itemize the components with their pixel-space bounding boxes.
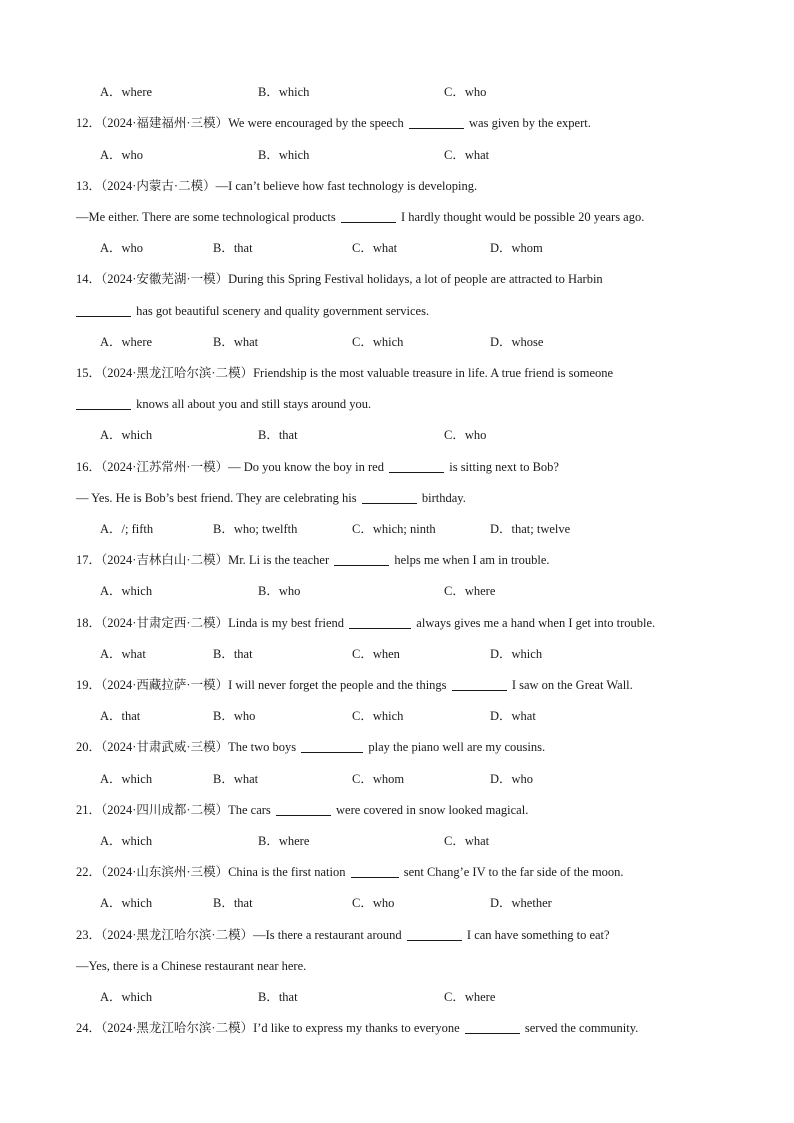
question-number: 22． bbox=[76, 865, 102, 879]
q14-option-a[interactable]: A．where bbox=[100, 335, 153, 349]
answer-blank bbox=[334, 553, 389, 566]
q21-option-b[interactable]: B．where bbox=[258, 834, 310, 848]
q20-option-c[interactable]: C．whom bbox=[352, 772, 405, 786]
q16-stem-line2: — Yes. He is Bob’s best friend. They are celebrating his birthday. bbox=[76, 491, 466, 505]
answer-blank bbox=[276, 803, 331, 816]
q14-option-b[interactable]: B．what bbox=[213, 335, 259, 349]
q17-option-c[interactable]: C．where bbox=[444, 584, 496, 598]
question-source: （2024·甘肃定西·二模） bbox=[101, 616, 229, 630]
question-number: 18． bbox=[76, 616, 102, 630]
q17-stem: 17．（2024·吉林白山·二模）Mr. Li is the teacher helps me when I am in trouble. bbox=[76, 553, 550, 567]
q12-option-b[interactable]: B．which bbox=[258, 148, 310, 162]
q18-option-b[interactable]: B．that bbox=[213, 647, 253, 661]
answer-blank bbox=[76, 397, 131, 410]
answer-blank bbox=[407, 928, 462, 941]
q15-option-c[interactable]: C．who bbox=[444, 428, 487, 442]
q24-stem: 24．（2024·黑龙江哈尔滨·二模）I’d like to express my thanks to everyone served the community. bbox=[76, 1021, 639, 1035]
q18-option-d[interactable]: D．which bbox=[490, 647, 543, 661]
q16-option-c[interactable]: C．which; ninth bbox=[352, 522, 436, 536]
q12-option-a[interactable]: A．who bbox=[100, 148, 144, 162]
question-source: （2024·甘肃武威·三模） bbox=[101, 740, 229, 754]
q15-option-b[interactable]: B．that bbox=[258, 428, 298, 442]
question-source: （2024·内蒙古·二模） bbox=[101, 179, 216, 193]
q23-option-c[interactable]: C．where bbox=[444, 990, 496, 1004]
question-number: 19． bbox=[76, 678, 102, 692]
answer-blank bbox=[341, 210, 396, 223]
q19-stem: 19．（2024·西藏拉萨·一模）I will never forget the people and the things I saw on the Great Wall. bbox=[76, 678, 633, 692]
q16-option-a[interactable]: A．/; fifth bbox=[100, 522, 154, 536]
question-source: （2024·福建福州·三模） bbox=[101, 116, 229, 130]
q20-option-d[interactable]: D．who bbox=[490, 772, 534, 786]
q18-option-a[interactable]: A．what bbox=[100, 647, 146, 661]
q14-option-c[interactable]: C．which bbox=[352, 335, 404, 349]
q15-option-a[interactable]: A．which bbox=[100, 428, 153, 442]
q16-option-b[interactable]: B．who; twelfth bbox=[213, 522, 298, 536]
q13-option-a[interactable]: A．who bbox=[100, 241, 144, 255]
question-source: （2024·江苏常州·一模） bbox=[101, 460, 229, 474]
q14-stem: 14．（2024·安徽芜湖·一模）During this Spring Festival holidays, a lot of people are attracted to Harbin bbox=[76, 272, 603, 286]
question-number: 13． bbox=[76, 179, 102, 193]
q22-option-c[interactable]: C．who bbox=[352, 896, 395, 910]
q21-stem: 21．（2024·四川成都·二模）The cars were covered in snow looked magical. bbox=[76, 803, 529, 817]
q11-option-a[interactable]: A．where bbox=[100, 85, 153, 99]
question-number: 23． bbox=[76, 928, 102, 942]
q21-option-a[interactable]: A．which bbox=[100, 834, 153, 848]
question-source: （2024·山东滨州·三模） bbox=[101, 865, 229, 879]
q21-option-c[interactable]: C．what bbox=[444, 834, 490, 848]
answer-blank bbox=[301, 740, 363, 753]
q12-stem: 12．（2024·福建福州·三模）We were encouraged by the speech was given by the expert. bbox=[76, 116, 591, 130]
question-number: 17． bbox=[76, 553, 102, 567]
q13-stem-line2: —Me either. There are some technological products I hardly thought would be possible 20 years ago. bbox=[76, 210, 645, 224]
question-source: （2024·西藏拉萨·一模） bbox=[101, 678, 229, 692]
q13-stem: 13．（2024·内蒙古·二模）—I can’t believe how fast technology is developing. bbox=[76, 179, 478, 193]
q13-option-c[interactable]: C．what bbox=[352, 241, 398, 255]
q19-option-b[interactable]: B．who bbox=[213, 709, 256, 723]
q20-option-a[interactable]: A．which bbox=[100, 772, 153, 786]
question-source: （2024·吉林白山·二模） bbox=[101, 553, 229, 567]
q20-stem: 20．（2024·甘肃武威·三模）The two boys play the piano well are my cousins. bbox=[76, 740, 546, 754]
answer-blank bbox=[409, 116, 464, 129]
q22-stem: 22．（2024·山东滨州·三模）China is the first nation sent Chang’e IV to the far side of the moon. bbox=[76, 865, 624, 879]
q15-stem-line2: knows all about you and still stays around you. bbox=[76, 396, 734, 412]
q23-option-b[interactable]: B．that bbox=[258, 990, 298, 1004]
question-source: （2024·安徽芜湖·一模） bbox=[101, 272, 229, 286]
question-number: 20． bbox=[76, 740, 102, 754]
q11-option-c[interactable]: C．who bbox=[444, 85, 487, 99]
q13-option-d[interactable]: D．whom bbox=[490, 241, 543, 255]
question-number: 15． bbox=[76, 366, 102, 380]
q15-stem: 15．（2024·黑龙江哈尔滨·二模）Friendship is the most valuable treasure in life. A true friend is someone bbox=[76, 366, 614, 380]
answer-blank bbox=[351, 865, 399, 878]
question-source: （2024·黑龙江哈尔滨·二模） bbox=[101, 1021, 254, 1035]
q19-option-c[interactable]: C．which bbox=[352, 709, 404, 723]
q11-option-b[interactable]: B．which bbox=[258, 85, 310, 99]
question-number: 14． bbox=[76, 272, 102, 286]
question-source: （2024·四川成都·二模） bbox=[101, 803, 229, 817]
q14-option-d[interactable]: D．whose bbox=[490, 335, 544, 349]
question-number: 24． bbox=[76, 1021, 102, 1035]
answer-blank bbox=[362, 491, 417, 504]
q12-option-c[interactable]: C．what bbox=[444, 148, 490, 162]
answer-blank bbox=[349, 616, 411, 629]
q14-stem-line2: has got beautiful scenery and quality government services. bbox=[76, 303, 734, 319]
q22-option-b[interactable]: B．that bbox=[213, 896, 253, 910]
q22-option-d[interactable]: D．whether bbox=[490, 896, 552, 910]
q17-option-b[interactable]: B．who bbox=[258, 584, 301, 598]
q16-option-d[interactable]: D．that; twelve bbox=[490, 522, 571, 536]
q19-option-d[interactable]: D．what bbox=[490, 709, 536, 723]
q19-option-a[interactable]: A．that bbox=[100, 709, 141, 723]
question-number: 21． bbox=[76, 803, 102, 817]
answer-blank bbox=[452, 678, 507, 691]
q13-option-b[interactable]: B．that bbox=[213, 241, 253, 255]
q22-option-a[interactable]: A．which bbox=[100, 896, 153, 910]
q16-stem: 16．（2024·江苏常州·一模）— Do you know the boy in red is sitting next to Bob? bbox=[76, 460, 559, 474]
q23-option-a[interactable]: A．which bbox=[100, 990, 153, 1004]
q18-option-c[interactable]: C．when bbox=[352, 647, 400, 661]
q20-option-b[interactable]: B．what bbox=[213, 772, 259, 786]
q23-stem: 23．（2024·黑龙江哈尔滨·二模）—Is there a restaurant around I can have something to eat? bbox=[76, 928, 610, 942]
answer-blank bbox=[465, 1021, 520, 1034]
q17-option-a[interactable]: A．which bbox=[100, 584, 153, 598]
question-number: 16． bbox=[76, 460, 102, 474]
question-source: （2024·黑龙江哈尔滨·二模） bbox=[101, 366, 254, 380]
question-source: （2024·黑龙江哈尔滨·二模） bbox=[101, 928, 254, 942]
q23-stem-line2: —Yes, there is a Chinese restaurant near here. bbox=[76, 959, 307, 973]
q18-stem: 18．（2024·甘肃定西·二模）Linda is my best friend always gives me a hand when I get into trouble. bbox=[76, 616, 656, 630]
answer-blank bbox=[389, 460, 444, 473]
question-number: 12． bbox=[76, 116, 102, 130]
answer-blank bbox=[76, 304, 131, 317]
